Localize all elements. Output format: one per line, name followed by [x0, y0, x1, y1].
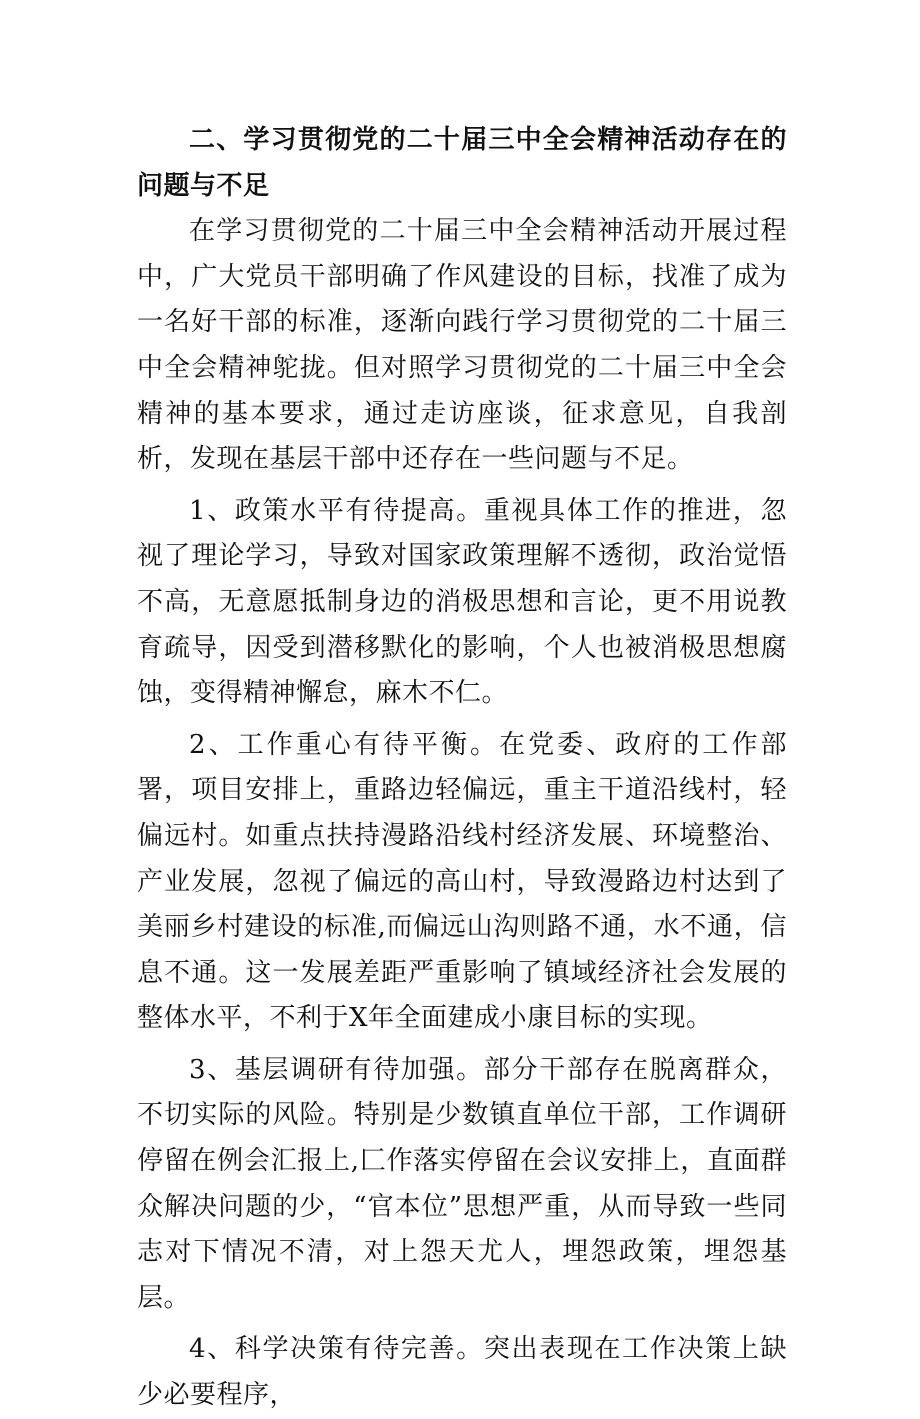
paragraph-scientific-decision: 4、科学决策有待完善。突出表现在工作决策上缺少必要程序，: [137, 1334, 787, 1411]
paragraph-work-focus: 2、工作重心有待平衡。在党委、政府的工作部署，项目安排上，重路边轻偏远，重主干道沿线村，轻偏远村。如重点扶持漫路沿线村经济发展、环境整治、产业发展，忽视了偏远的高山村，导致漫路边村达到了美丽乡村建设的标准,而偏远山沟则路不通，水不通，信息不通。这一发展差距严重影响了镇域经济社会发展的整体水平，不利于X年全面建成小康目标的实现。: [137, 729, 787, 1034]
paragraph-policy-level: 1、政策水平有待提高。重视具体工作的推进，忽视了理论学习，导致对国家政策理解不透彻，政治觉悟不高，无意愿抵制身边的消极思想和言论，更不用说教育疏导，因受到潜移默化的影响，个人也被消极思想腐蚀，变得精神懈怠，麻木不仁。: [137, 495, 787, 709]
section-heading: 二、学习贯彻党的二十届三中全会精神活动存在的问题与不足: [137, 125, 787, 201]
document-body: [137, 118, 787, 1419]
intro-paragraph: 在学习贯彻党的二十届三中全会精神活动开展过程中，广大党员干部明确了作风建设的目标，找准了成为一名好干部的标准，逐渐向践行学习贯彻党的二十届三中全会精神鸵拢。但对照学习贯彻党的二十届三中全会精神的基本要求，通过走访座谈，征求意见，自我剖析，发现在基层干部中还存在一些问题与不足。: [137, 216, 787, 475]
paragraph-grassroots-research: 3、基层调研有待加强。部分干部存在脱离群众，不切实际的风险。特别是少数镇直单位干部，工作调研停留在例会汇报上,匚作落实停留在会议安排上，直面群众解决问题的少，“官本位”思想严重，从而导致一些同志对下情况不清，对上怨天尤人，埋怨政策，埋怨基层。: [137, 1054, 787, 1313]
